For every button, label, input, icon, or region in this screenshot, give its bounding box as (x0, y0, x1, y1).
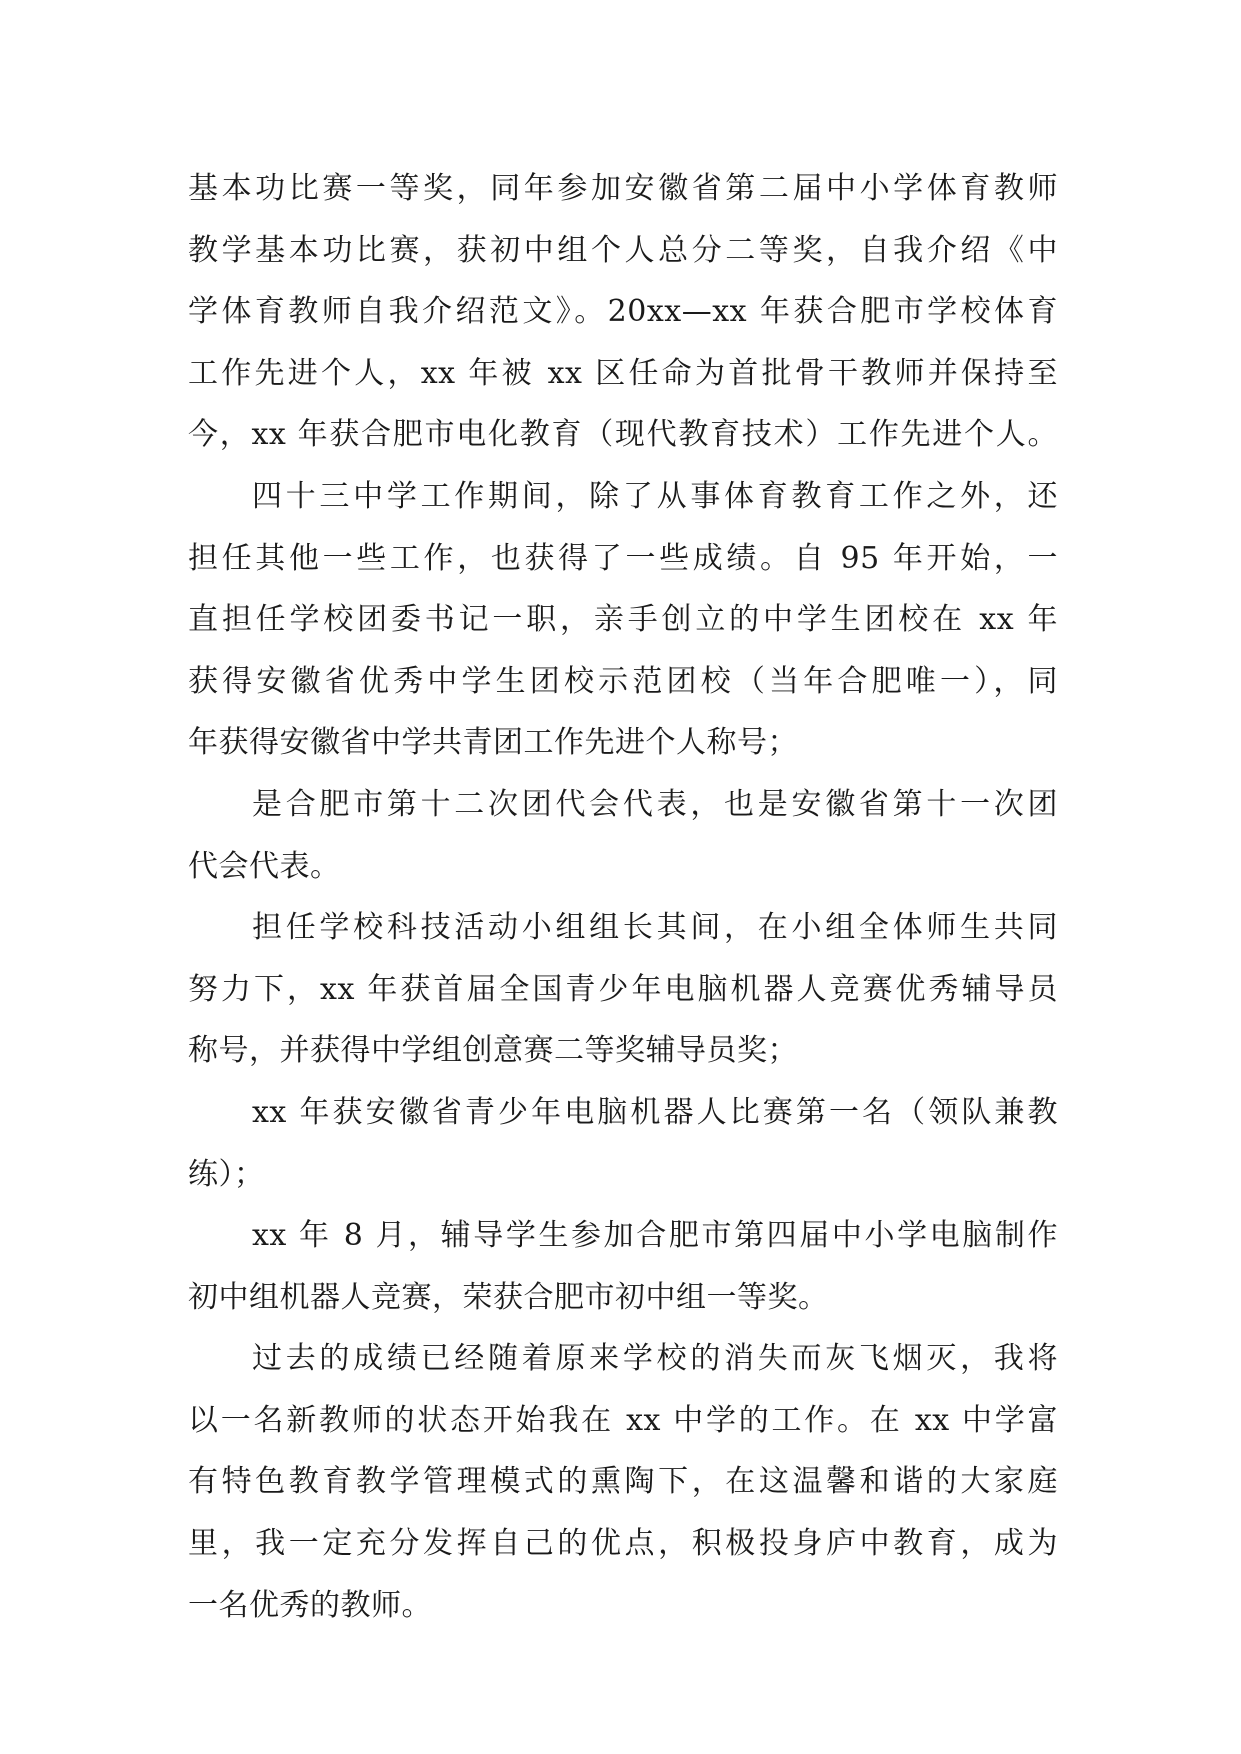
text-line: xx 年获安徽省青少年电脑机器人比赛第一名（领队兼教 (252, 1094, 1058, 1130)
document-body (188, 158, 1058, 1636)
text-line: 直担任学校团委书记一职，亲手创立的中学生团校在 xx 年 (188, 602, 1058, 638)
text-line: 称号，并获得中学组创意赛二等奖辅导员奖； (188, 1033, 798, 1069)
text-line: 基本功比赛一等奖，同年参加安徽省第二届中小学体育教师 (188, 171, 1058, 206)
text-line: 学体育教师自我介绍范文》。20xx—xx 年获合肥市学校体育 (188, 294, 1058, 330)
text-line: 获得安徽省优秀中学生团校示范团校（当年合肥唯一），同 (188, 663, 1058, 699)
text-line: 初中组机器人竞赛，荣获合肥市初中组一等奖。 (188, 1279, 829, 1315)
text-line: 练）； (188, 1156, 265, 1192)
text-line: 努力下，xx 年获首届全国青少年电脑机器人竞赛优秀辅导员 (188, 971, 1058, 1007)
text-line: 四十三中学工作期间，除了从事体育教育工作之外，还 (252, 478, 1058, 514)
text-line: 担任学校科技活动小组组长其间，在小组全体师生共同 (252, 910, 1058, 946)
text-line: 工作先进个人，xx 年被 xx 区任命为首批骨干教师并保持至 (188, 355, 1058, 391)
text-line: 是合肥市第十二次团代会代表，也是安徽省第十一次团 (252, 786, 1058, 822)
text-line: 担任其他一些工作，也获得了一些成绩。自 95 年开始，一 (188, 540, 1058, 576)
text-line: 里，我一定充分发挥自己的优点，积极投身庐中教育，成为 (188, 1526, 1058, 1562)
text-line: 有特色教育教学管理模式的熏陶下，在这温馨和谐的大家庭 (188, 1464, 1058, 1500)
text-line: 年获得安徽省中学共青团工作先进个人称号； (188, 725, 798, 761)
text-line: 教学基本功比赛，获初中组个人总分二等奖，自我介绍《中 (188, 232, 1058, 268)
text-line: 今，xx 年获合肥市电化教育（现代教育技术）工作先进个人。 (188, 417, 1058, 453)
text-line: 代会代表。 (188, 848, 341, 884)
text-line: xx 年 8 月，辅导学生参加合肥市第四届中小学电脑制作 (252, 1218, 1058, 1254)
text-line: 以一名新教师的状态开始我在 xx 中学的工作。在 xx 中学富 (188, 1402, 1058, 1438)
text-line: 过去的成绩已经随着原来学校的消失而灰飞烟灭，我将 (252, 1341, 1058, 1377)
text-line: 一名优秀的教师。 (188, 1587, 432, 1623)
